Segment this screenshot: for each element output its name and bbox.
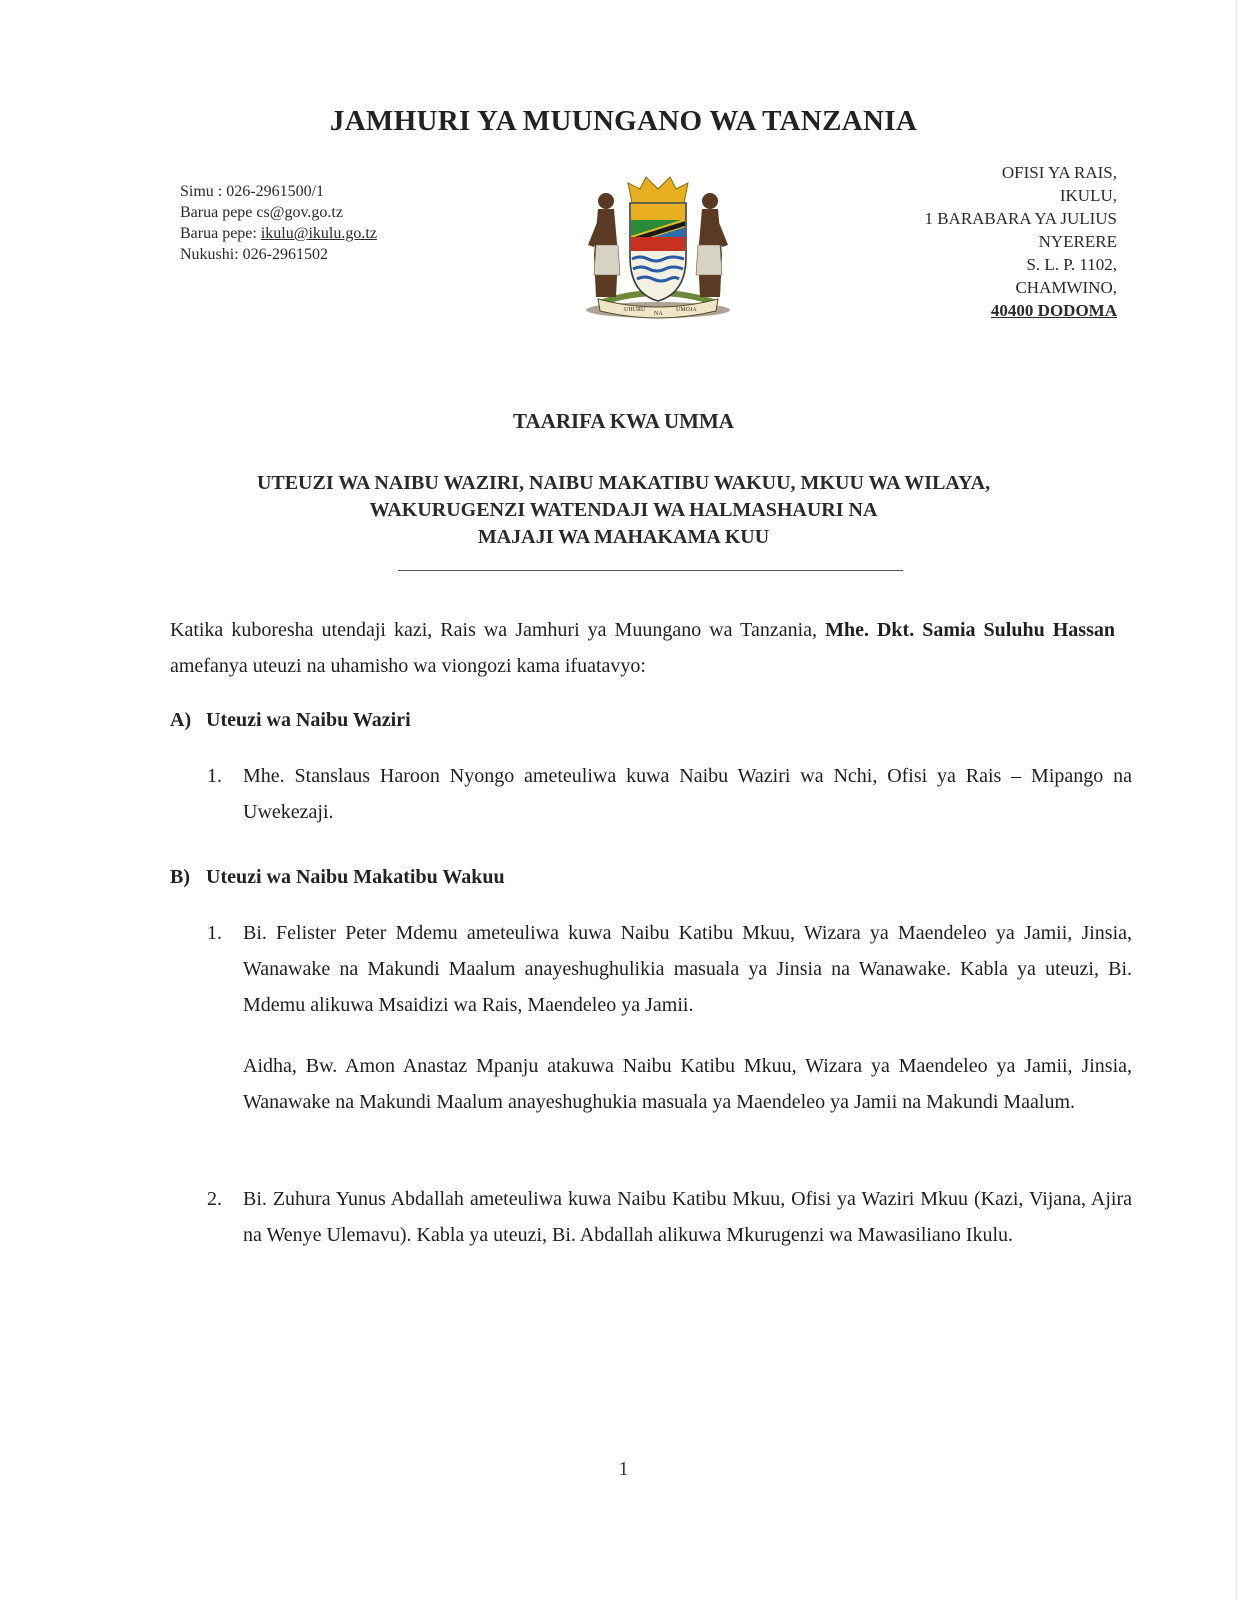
subject-line: MAJAJI WA MAHAKAMA KUU [477,526,770,548]
section-heading-a [170,709,411,732]
document-title: JAMHURI YA MUUNGANO WA TANZANIA [329,105,918,137]
subject-line: UTEUZI WA NAIBU WAZIRI, NAIBU MAKATIBU WAKUU, MKUU WA WILAYA, [256,472,991,494]
address-line: OFISI YA RAIS, [1001,163,1117,182]
section-letter: A) [170,709,192,731]
motto-right: UMOJA [676,307,697,313]
notice-subject [0,470,1247,551]
list-item [207,1181,1132,1253]
email-line-1: Barua pepe cs@gov.go.tz [180,204,343,221]
address-line: NYERERE [1038,232,1117,251]
coat-of-arms-icon [580,175,735,325]
address-postcode: 40400 DODOMA [990,301,1117,320]
email-line-2 [180,223,377,244]
item-text: Mhe. Stanslaus Haroon Nyongo ameteuliwa kuwa Naibu Waziri wa Nchi, Ofisi ya Rais – Mipango na Uwekezaji. [243,765,1132,823]
notice-title: TAARIFA KWA UMMA [513,409,734,433]
address-line: IKULU, [1059,186,1117,205]
address-line: CHAMWINO, [1015,278,1117,297]
contact-block [180,181,377,265]
address-line: S. L. P. 1102, [1026,255,1117,274]
list-item [207,915,1132,1023]
item-number: 2. [207,1188,222,1210]
phone-line: Simu : 026-2961500/1 [180,183,325,200]
item-text: Bi. Zuhura Yunus Abdallah ameteuliwa kuwa Naibu Katibu Mkuu, Ofisi ya Waziri Mkuu (Kazi, Vijana, Ajira na Wenye Ulemavu). Kabla ya uteuzi, Bi. Abdallah alikuwa Mkurugenzi wa Mawasiliano Ikulu. [243,1188,1132,1246]
email-link[interactable]: ikulu@ikulu.go.tz [260,225,377,242]
president-name: Mhe. Dkt. Samia Suluhu Hassan [825,619,1115,641]
motto-left: UHURU [624,307,646,313]
page-edge [1236,0,1237,1600]
address-line: 1 BARABARA YA JULIUS [924,209,1117,228]
item-number: 1. [207,922,222,944]
page-number: 1 [618,1458,629,1480]
item-number: 1. [207,765,222,787]
item-text: Bi. Felister Peter Mdemu ameteuliwa kuwa Naibu Katibu Mkuu, Wizara ya Maendeleo ya Jamii, Jinsia, Wanawake na Makundi Maalum anayeshughulikia masuala ya Jinsia na Wanawake. Kabla ya uteuzi, Bi. Mdemu alikuwa Msaidizi wa Rais, Maendeleo ya Jamii. [243,922,1132,1016]
section-heading-b [170,866,505,889]
fax-line: Nukushi: 026-2961502 [180,246,328,263]
intro-text: amefanya uteuzi na uhamisho wa viongozi kama ifuatavyo: [170,655,646,677]
motto-center: NA [654,311,663,317]
section-letter: B) [170,866,190,888]
divider [398,570,903,571]
address-block [924,161,1117,322]
section-title: Uteuzi wa Naibu Waziri [206,709,411,731]
item-continuation: Aidha, Bw. Amon Anastaz Mpanju atakuwa Naibu Katibu Mkuu, Wizara ya Maendeleo ya Jamii, Jinsia, Wanawake na Makundi Maalum anayeshughukia masuala ya Maendeleo ya Jamii na Makundi Maalum. [243,1055,1132,1113]
list-item [207,758,1132,830]
intro-text: Katika kuboresha utendaji kazi, Rais wa Jamhuri ya Muungano wa Tanzania, [170,619,818,641]
intro-paragraph [170,612,1115,684]
section-title: Uteuzi wa Naibu Makatibu Wakuu [206,866,505,888]
email-label: Barua pepe: [180,225,257,242]
subject-line: WAKURUGENZI WATENDAJI WA HALMASHAURI NA [369,499,878,521]
